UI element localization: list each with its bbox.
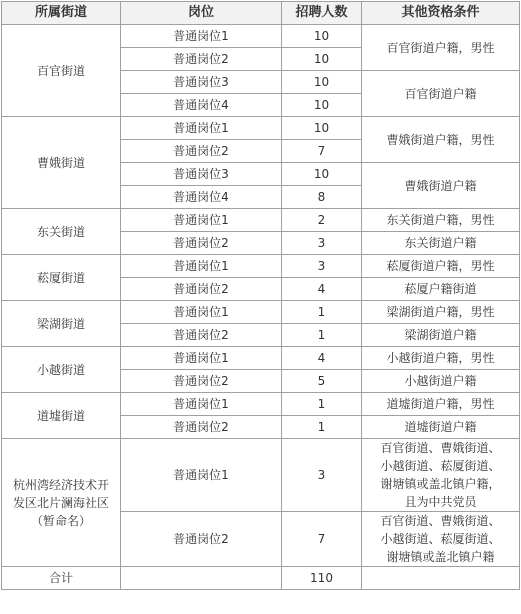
count-cell: 7: [282, 140, 362, 163]
condition-cell: 道墟街道户籍: [362, 416, 520, 439]
count-cell: 10: [282, 25, 362, 48]
total-empty-conditions: [362, 567, 520, 590]
condition-line: 谢塘镇或盖北镇户籍，: [380, 477, 501, 491]
count-cell: 10: [282, 117, 362, 140]
post-cell: 普通岗位1: [121, 255, 282, 278]
condition-line: 百官街道、曹娥街道、: [380, 441, 501, 455]
condition-cell: 百官街道户籍，男性: [362, 25, 520, 71]
count-cell: 10: [282, 163, 362, 186]
header-conditions: 其他资格条件: [362, 2, 520, 25]
post-cell: 普通岗位1: [121, 25, 282, 48]
condition-cell: 小越街道户籍，男性: [362, 347, 520, 370]
post-cell: 普通岗位1: [121, 209, 282, 232]
post-cell: 普通岗位1: [121, 117, 282, 140]
count-cell: 2: [282, 209, 362, 232]
post-cell: 普通岗位1: [121, 439, 282, 512]
table-row: [2, 117, 520, 140]
count-cell: 8: [282, 186, 362, 209]
table-row: [2, 347, 520, 370]
street-cell: 百官街道: [2, 25, 121, 117]
street-cell: 菘厦街道: [2, 255, 121, 301]
post-cell: 普通岗位1: [121, 393, 282, 416]
condition-cell: 菘厦户籍街道: [362, 278, 520, 301]
table-row: [2, 25, 520, 48]
table-row: [2, 255, 520, 278]
condition-cell: 小越街道户籍: [362, 370, 520, 393]
count-cell: 1: [282, 324, 362, 347]
street-line: 发区北片澜海社区: [12, 495, 109, 510]
count-cell: 4: [282, 347, 362, 370]
count-cell: 1: [282, 416, 362, 439]
count-cell: 3: [282, 255, 362, 278]
table-body: [2, 25, 520, 590]
post-cell: 普通岗位2: [121, 512, 282, 567]
post-cell: 普通岗位2: [121, 416, 282, 439]
count-cell: 10: [282, 48, 362, 71]
table-row: [2, 439, 520, 512]
street-cell: [2, 439, 121, 567]
condition-line: 且为中共党员: [404, 495, 477, 509]
count-cell: 4: [282, 278, 362, 301]
table-row: [2, 209, 520, 232]
condition-line: 小越街道、菘厦街道、: [380, 532, 501, 546]
condition-cell: 梁湖街道户籍: [362, 324, 520, 347]
street-cell: 道墟街道: [2, 393, 121, 439]
street-cell: 梁湖街道: [2, 301, 121, 347]
post-cell: 普通岗位2: [121, 278, 282, 301]
condition-cell: [362, 439, 520, 512]
total-row: [2, 567, 520, 590]
header-post: 岗位: [121, 2, 282, 25]
table-row: [2, 301, 520, 324]
condition-cell: 东关街道户籍，男性: [362, 209, 520, 232]
header-row: [2, 2, 520, 25]
condition-line: 谢塘镇或盖北镇户籍: [386, 550, 495, 564]
post-cell: 普通岗位2: [121, 140, 282, 163]
post-cell: 普通岗位3: [121, 163, 282, 186]
post-cell: 普通岗位3: [121, 71, 282, 94]
condition-cell: 曹娥街道户籍，男性: [362, 117, 520, 163]
condition-cell: 道墟街道户籍，男性: [362, 393, 520, 416]
condition-cell: 梁湖街道户籍，男性: [362, 301, 520, 324]
post-cell: 普通岗位2: [121, 324, 282, 347]
post-cell: 普通岗位2: [121, 370, 282, 393]
condition-cell: 百官街道户籍: [362, 71, 520, 117]
condition-line: 小越街道、菘厦街道、: [380, 459, 501, 473]
street-cell: 小越街道: [2, 347, 121, 393]
post-cell: 普通岗位1: [121, 301, 282, 324]
condition-cell: 东关街道户籍: [362, 232, 520, 255]
count-cell: 1: [282, 393, 362, 416]
count-cell: 10: [282, 71, 362, 94]
count-cell: 7: [282, 512, 362, 567]
header-street: 所属街道: [2, 2, 121, 25]
post-cell: 普通岗位1: [121, 347, 282, 370]
total-count: 110: [282, 567, 362, 590]
post-cell: 普通岗位2: [121, 232, 282, 255]
header-count: 招聘人数: [282, 2, 362, 25]
count-cell: 5: [282, 370, 362, 393]
condition-line: 百官街道、曹娥街道、: [380, 514, 501, 528]
post-cell: 普通岗位2: [121, 48, 282, 71]
count-cell: 1: [282, 301, 362, 324]
condition-cell: 菘厦街道户籍，男性: [362, 255, 520, 278]
street-cell: 东关街道: [2, 209, 121, 255]
condition-cell: [362, 512, 520, 567]
count-cell: 3: [282, 439, 362, 512]
count-cell: 10: [282, 94, 362, 117]
street-line: 杭州湾经济技术开: [12, 477, 109, 492]
count-cell: 3: [282, 232, 362, 255]
total-empty-post: [121, 567, 282, 590]
total-label: 合计: [2, 567, 121, 590]
recruitment-table: [1, 1, 520, 590]
table-row: [2, 393, 520, 416]
post-cell: 普通岗位4: [121, 186, 282, 209]
post-cell: 普通岗位4: [121, 94, 282, 117]
street-cell: 曹娥街道: [2, 117, 121, 209]
condition-cell: 曹娥街道户籍: [362, 163, 520, 209]
street-line: （暂命名）: [30, 513, 91, 528]
